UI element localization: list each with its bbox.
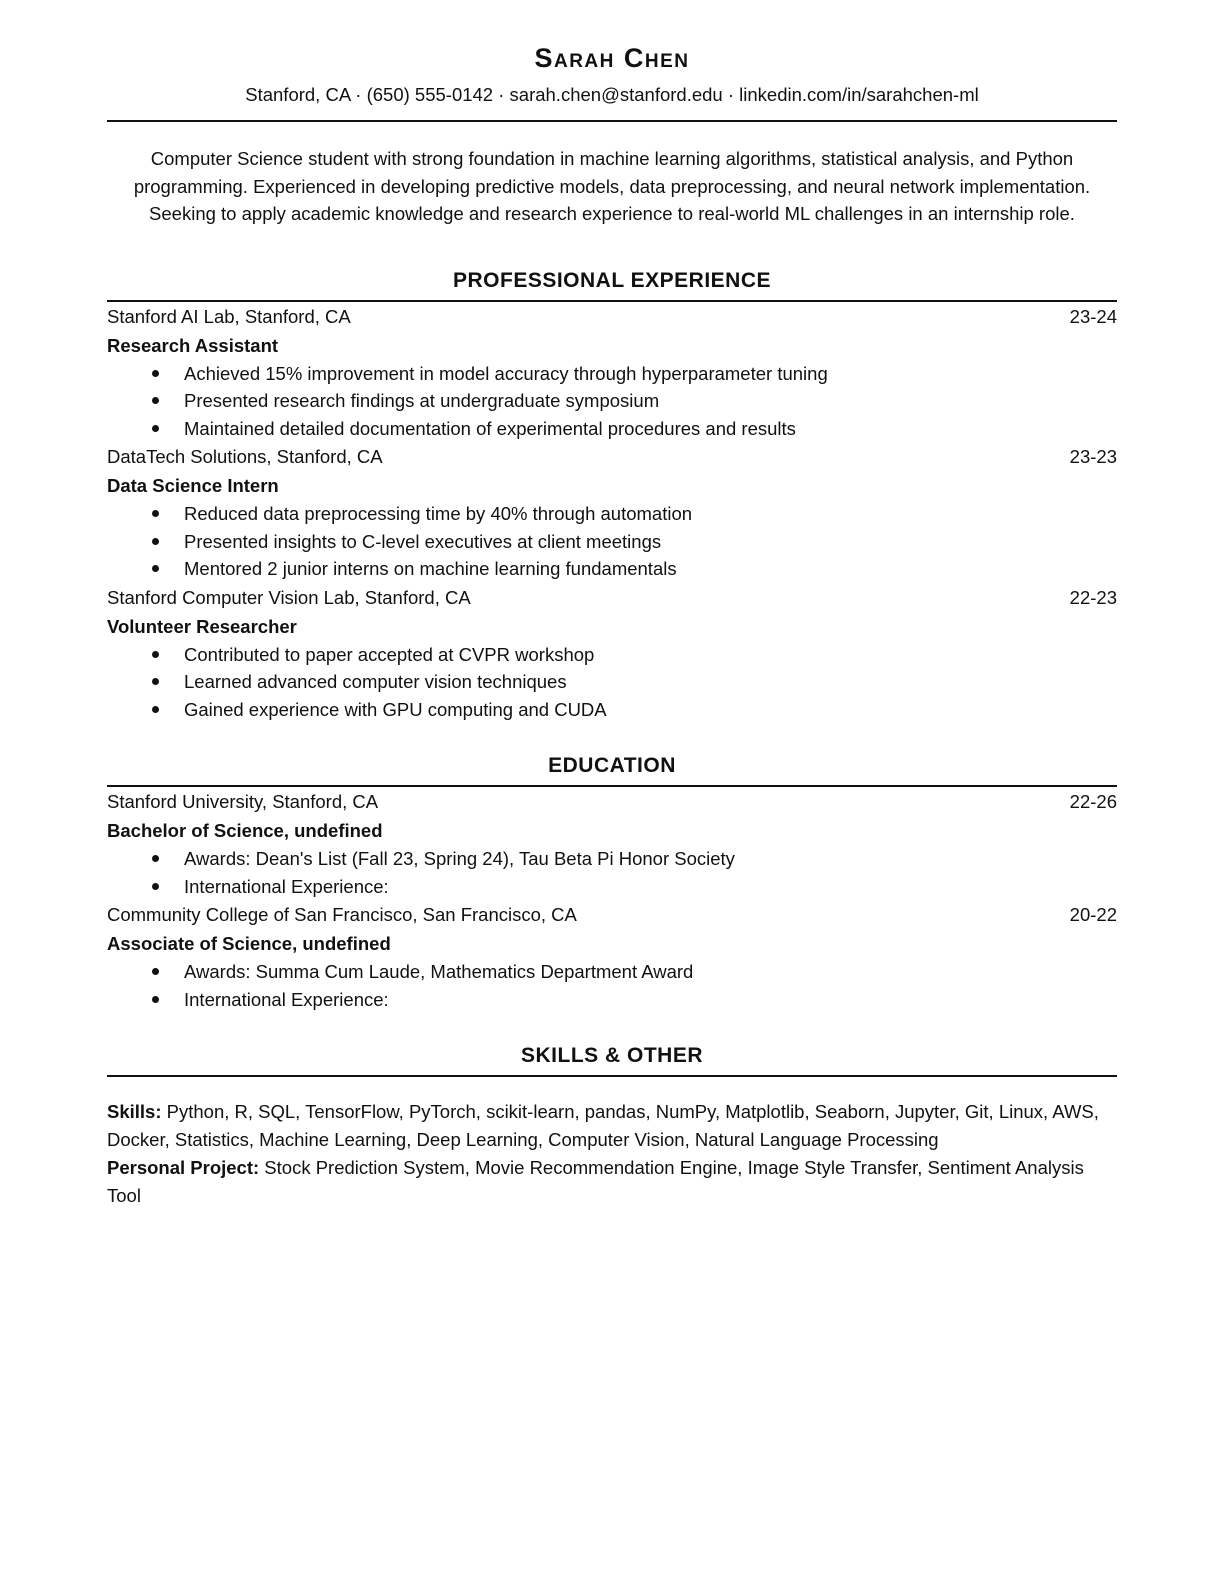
bullet-list [107,500,1117,583]
personal-project-label: Personal Project: [107,1157,260,1179]
bullet-icon [152,538,159,545]
entry-dates: 23-23 [1069,446,1117,468]
bullet-icon [152,996,159,1003]
bullet-icon [152,968,159,975]
personal-project-line [107,1154,1117,1210]
list-item [107,415,1117,443]
bullet-text: Maintained detailed documentation of experimental procedures and results [184,417,796,439]
entry-header [107,900,1117,929]
section-education [107,754,1117,1013]
skills-label: Skills: [107,1101,162,1123]
experience-entry [107,583,1117,724]
bullet-icon [152,678,159,685]
bullet-text: Awards: Summa Cum Laude, Mathematics Department Award [184,961,694,983]
section-skills-other [107,1044,1117,1210]
bullet-icon [152,883,159,890]
bullet-list [107,360,1117,443]
personal-project-text: Stock Prediction System, Movie Recommendation Engine, Image Style Transfer, Sentiment Analysis Tool [107,1157,1084,1207]
bullet-text: International Experience: [184,988,389,1010]
entry-org: DataTech Solutions, Stanford, CA [107,446,383,468]
entry-role: Volunteer Researcher [107,615,297,637]
bullet-icon [152,397,159,404]
entry-role: Research Assistant [107,334,279,356]
entry-dates: 22-26 [1069,791,1117,813]
skills-text: Python, R, SQL, TensorFlow, PyTorch, scikit-learn, pandas, NumPy, Matplotlib, Seaborn, Jupyter, Git, Linux, AWS, Docker, Statistics, Machine Learning, Deep Learning, Computer Vision, Natural Language Processing [107,1101,1099,1151]
list-item [107,958,1117,986]
entry-org: Stanford University, Stanford, CA [107,791,379,813]
section-title-experience: PROFESSIONAL EXPERIENCE [107,269,1117,302]
section-title-skills: SKILLS & OTHER [107,1044,1117,1077]
list-item [107,696,1117,724]
entry-org: Stanford AI Lab, Stanford, CA [107,305,351,327]
list-item [107,641,1117,669]
bullet-list [107,958,1117,1013]
bullet-icon [152,565,159,572]
list-item [107,668,1117,696]
experience-entry [107,302,1117,443]
bullet-text: Awards: Dean's List (Fall 23, Spring 24), Tau Beta Pi Honor Society [184,848,735,870]
list-item [107,873,1117,901]
entry-org: Community College of San Francisco, San Francisco, CA [107,904,577,926]
contact-line: Stanford, CA · (650) 555-0142 · sarah.chen@stanford.edu · linkedin.com/in/sarahchen-ml [245,84,979,106]
bullet-icon [152,510,159,517]
bullet-icon [152,651,159,658]
bullet-text: International Experience: [184,875,389,897]
entry-org: Stanford Computer Vision Lab, Stanford, CA [107,586,471,608]
header-divider [107,120,1117,122]
bullet-text: Contributed to paper accepted at CVPR workshop [184,643,595,665]
entry-header [107,442,1117,471]
skills-line [107,1098,1117,1154]
section-professional-experience [107,269,1117,724]
list-item [107,528,1117,556]
entry-header [107,583,1117,612]
bullet-text: Gained experience with GPU computing and CUDA [184,698,607,720]
entry-degree: Associate of Science, undefined [107,933,391,955]
bullet-text: Presented insights to C-level executives at client meetings [184,530,662,552]
list-item [107,387,1117,415]
entry-role: Data Science Intern [107,475,279,497]
education-entry [107,787,1117,900]
summary-paragraph: Computer Science student with strong foundation in machine learning algorithms, statistical analysis, and Python programming. Experienced in developing predictive models, data preprocessing, and neural network implementation. Seeking to apply academic knowledge and research experience to real-world ML challenges in an internship role. [133,148,1091,225]
bullet-text: Achieved 15% improvement in model accuracy through hyperparameter tuning [184,362,828,384]
list-item [107,986,1117,1014]
list-item [107,555,1117,583]
education-entry [107,900,1117,1013]
bullet-text: Mentored 2 junior interns on machine learning fundamentals [184,558,677,580]
entry-dates: 22-23 [1069,586,1117,608]
bullet-list [107,641,1117,724]
entry-dates: 20-22 [1069,904,1117,926]
section-title-education: EDUCATION [107,754,1117,787]
list-item [107,500,1117,528]
entry-header [107,787,1117,816]
bullet-text: Reduced data preprocessing time by 40% through automation [184,503,693,525]
list-item [107,845,1117,873]
list-item [107,360,1117,388]
page-title: Sarah Chen [534,43,690,73]
bullet-text: Learned advanced computer vision techniques [184,671,567,693]
entry-header [107,302,1117,331]
bullet-icon [152,855,159,862]
entry-degree: Bachelor of Science, undefined [107,820,383,842]
bullet-icon [152,370,159,377]
bullet-icon [152,425,159,432]
entry-dates: 23-24 [1069,305,1117,327]
bullet-text: Presented research findings at undergraduate symposium [184,390,660,412]
experience-entry [107,442,1117,583]
bullet-list [107,845,1117,900]
bullet-icon [152,706,159,713]
